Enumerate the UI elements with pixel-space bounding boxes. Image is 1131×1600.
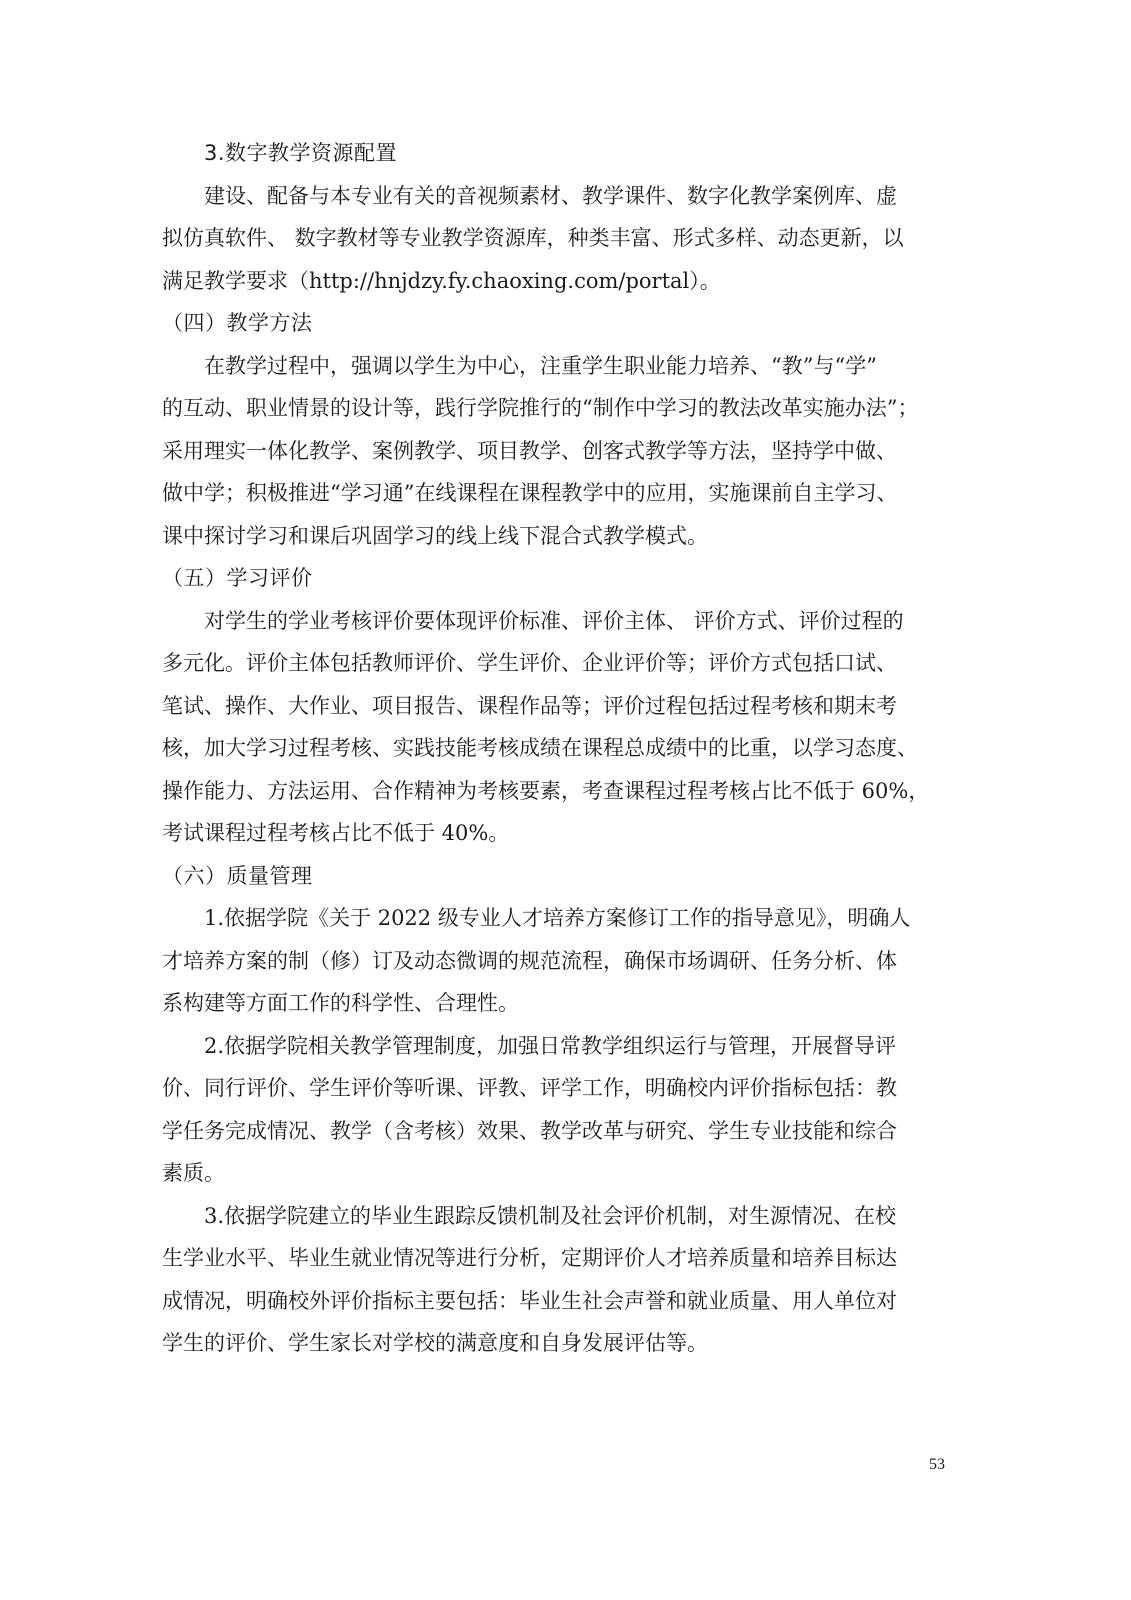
paragraph-line: 考试课程过程考核占比不低于 40%。 <box>162 821 510 845</box>
paragraph-line: 的互动、职业情景的设计等，践行学院推行的“制作中学习的教法改革实施办法”； <box>162 396 919 420</box>
section-heading: 3.数字教学资源配置 <box>204 141 398 165</box>
paragraph-line: 学生的评价、学生家长对学校的满意度和自身发展评估等。 <box>162 1331 708 1355</box>
paragraph-line: 做中学；积极推进“学习通”在线课程在课程教学中的应用，实施课前自主学习、 <box>162 481 898 505</box>
paragraph-line: 3.依据学院建立的毕业生跟踪反馈机制及社会评价机制，对生源情况、在校 <box>204 1203 897 1228</box>
body-paragraph <box>162 600 952 855</box>
paragraph-line: 1.依据学院《关于 2022 级专业人才培养方案修订工作的指导意见》，明确人 <box>204 906 911 930</box>
section-heading: （四）教学方法 <box>162 311 313 335</box>
paragraph-line: 笔试、操作、大作业、项目报告、课程作品等；评价过程包括过程考核和期末考 <box>162 693 897 718</box>
paragraph-line: 对学生的学业考核评价要体现评价标准、评价主体、 评价方式、评价过程的 <box>204 608 904 633</box>
paragraph-line: 核，加大学习过程考核、实践技能考核成绩在课程总成绩中的比重，以学习态度、 <box>162 736 918 760</box>
paragraph-line: 系构建等方面工作的科学性、合理性。 <box>162 991 519 1015</box>
paragraph-line: 成情况，明确校外评价指标主要包括：毕业生社会声誉和就业质量、用人单位对 <box>162 1288 897 1313</box>
section-heading: （六）质量管理 <box>162 863 313 888</box>
paragraph-line: 价、同行评价、学生评价等听课、评教、评学工作，明确校内评价指标包括：教 <box>162 1076 897 1100</box>
body-paragraph <box>162 175 952 303</box>
body-paragraph <box>162 1025 952 1195</box>
page-number: 53 <box>929 1456 945 1473</box>
paragraph-line: 满足教学要求（http://hnjdzy.fy.chaoxing.com/portal）。 <box>162 268 721 293</box>
body-paragraph <box>162 1195 952 1365</box>
paragraph-line: 多元化。评价主体包括教师评价、学生评价、企业评价等；评价方式包括口试、 <box>162 651 897 675</box>
paragraph-line: 建设、配备与本专业有关的音视频素材、教学课件、数字化教学案例库、虚 <box>204 183 897 208</box>
paragraph-line: 学任务完成情况、教学（含考核）效果、教学改革与研究、学生专业技能和综合 <box>162 1118 897 1143</box>
paragraph-line: 素质。 <box>162 1161 225 1185</box>
paragraph-line: 2.依据学院相关教学管理制度，加强日常教学组织运行与管理，开展督导评 <box>204 1033 897 1058</box>
section-heading: （五）学习评价 <box>162 566 313 590</box>
page-content <box>162 132 952 1365</box>
body-paragraph <box>162 897 952 1025</box>
paragraph-line: 拟仿真软件、 数字教材等专业教学资源库，种类丰富、形式多样、动态更新，以 <box>162 226 904 250</box>
paragraph-line: 操作能力、方法运用、合作精神为考核要素，考查课程过程考核占比不低于 60%， <box>162 778 930 803</box>
body-paragraph <box>162 345 952 558</box>
paragraph-line: 在教学过程中，强调以学生为中心，注重学生职业能力培养、“教”与“学” <box>204 353 877 378</box>
paragraph-line: 生学业水平、毕业生就业情况等进行分析，定期评价人才培养质量和培养目标达 <box>162 1246 897 1270</box>
paragraph-line: 才培养方案的制（修）订及动态微调的规范流程，确保市场调研、任务分析、体 <box>162 948 897 973</box>
paragraph-line: 采用理实一体化教学、案例教学、项目教学、创客式教学等方法，坚持学中做、 <box>162 438 897 463</box>
paragraph-line: 课中探讨学习和课后巩固学习的线上线下混合式教学模式。 <box>162 523 708 548</box>
